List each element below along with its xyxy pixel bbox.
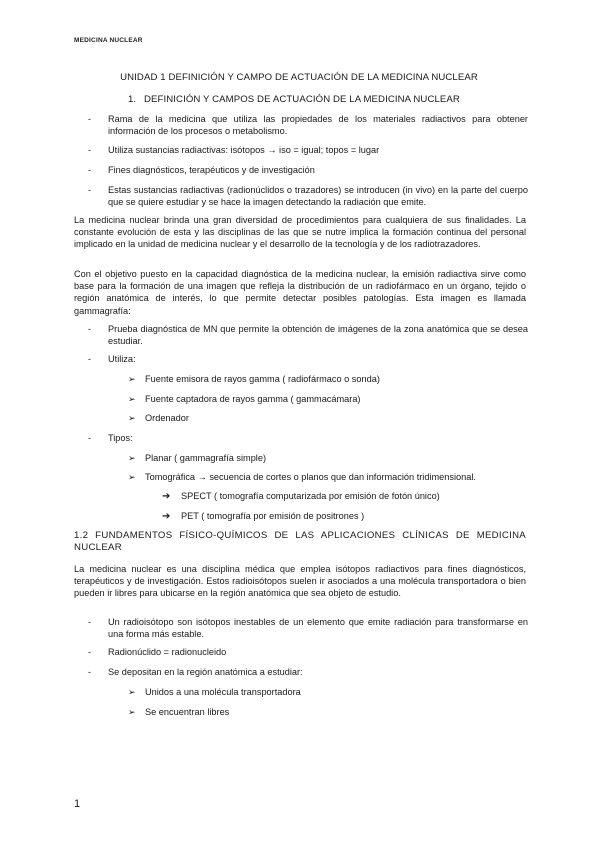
dash-bullet: - — [88, 617, 92, 627]
page-number: 1 — [74, 798, 81, 810]
paragraph: La medicina nuclear brinda una gran diversidad de procedimientos para cualquiera de sus finalidades. La constante evolución de esta y las disciplinas de las que se nutre implica la formación continua del personal implicado en la unidad de medicina nuclear y el desarrollo de la tecnología y de los radiotrazadores. — [74, 215, 526, 250]
list-item — [88, 113, 528, 137]
sub-list-item — [128, 471, 476, 483]
sub-list-item-text: Ordenador — [145, 413, 189, 423]
dash-bullet: - — [88, 433, 92, 443]
running-header: MEDICINA NUCLEAR — [74, 37, 143, 44]
section-2-title: 1.2 FUNDAMENTOS FÍSICO-QUÍMICOS DE LAS APLICACIONES CLÍNICAS DE MEDICINA NUCLEAR — [74, 530, 526, 554]
section-1-number: 1. — [128, 94, 137, 105]
sub-list-item-text: Fuente captadora de rayos gamma ( gammacámara) — [145, 394, 361, 404]
right-arrow-icon: ➔ — [162, 491, 171, 502]
list-item-text: Se depositan en la región anatómica a estudiar: — [108, 667, 303, 677]
list-item — [88, 666, 528, 678]
list-item — [88, 184, 528, 208]
sub-list-item — [128, 373, 380, 385]
sub-sub-list-item — [162, 490, 440, 503]
list-item-text: Fines diagnósticos, terapéuticos y de investigación — [108, 165, 315, 175]
list-item — [88, 144, 528, 156]
arrow-bullet-icon: ➢ — [128, 707, 136, 717]
list-item — [88, 323, 528, 347]
dash-bullet: - — [88, 667, 92, 677]
sub-list-item-text: Tomográfica → secuencia de cortes o planos que dan información tridimensional. — [145, 472, 476, 482]
arrow-bullet-icon: ➢ — [128, 413, 136, 423]
sub-list-item-text: Se encuentran libres — [145, 707, 230, 717]
sub-list-item — [128, 452, 266, 464]
list-item-text: Radionúclido = radionucleido — [108, 647, 227, 657]
dash-bullet: - — [88, 145, 92, 155]
section-1-title — [128, 94, 528, 105]
sub-list-item — [128, 412, 189, 424]
sub-list-item-text: Fuente emisora de rayos gamma ( radiofármaco o sonda) — [145, 374, 380, 384]
right-arrow-icon: ➔ — [162, 511, 171, 522]
list-item — [88, 164, 528, 176]
list-item — [88, 432, 528, 444]
section-1-title-text: DEFINICIÓN Y CAMPOS DE ACTUACIÓN DE LA MEDICINA NUCLEAR — [144, 94, 460, 105]
sub-list-item — [128, 706, 229, 718]
list-item-text: Prueba diagnóstica de MN que permite la obtención de imágenes de la zona anatómica que se desea estudiar. — [108, 324, 528, 347]
sub-list-item — [128, 686, 301, 698]
sub-sub-list-item-text: SPECT ( tomografía computarizada por emisión de fotón único) — [181, 491, 440, 501]
paragraph: La medicina nuclear es una disciplina médica que emplea isótopos radiactivos para fines diagnósticos, terapéuticos y de investigación. Estos radioisótopos suelen ir asociados a una molécula transportadora o bien pueden ir libres para ubicarse en la región anatómica que sea objeto de estudio. — [74, 564, 526, 599]
unit-title: UNIDAD 1 DEFINICIÓN Y CAMPO DE ACTUACIÓN DE LA MEDICINA NUCLEAR — [120, 72, 478, 83]
list-item-text: Estas sustancias radiactivas (radionúclidos o trazadores) se introducen (in vivo) en la parte del cuerpo que se quiere estudiar y se hace la imagen detectando la radiación que emite. — [108, 185, 528, 208]
dash-bullet: - — [88, 324, 92, 334]
dash-bullet: - — [88, 647, 92, 657]
sub-list-item-text: Planar ( gammagrafía simple) — [145, 453, 267, 463]
list-item-text: Rama de la medicina que utiliza las propiedades de los materiales radiactivos para obtener información de los procesos o metabolismo. — [108, 114, 528, 137]
sub-list-item-text: Unidos a una molécula transportadora — [145, 687, 301, 697]
list-item — [88, 646, 528, 658]
paragraph: Con el objetivo puesto en la capacidad diagnóstica de la medicina nuclear, la emisión radiactiva sirve como base para la formación de una imagen que refleja la distribución de un radiofármaco en un órgano, tejido o región anatómica de interés, lo que permite detectar posibles patologías. Esta imagen es llamada gammagrafía: — [74, 269, 526, 316]
sub-sub-list-item-text: PET ( tomografía por emisión de positrones ) — [181, 511, 365, 521]
sub-list-item — [128, 393, 361, 405]
dash-bullet: - — [88, 354, 92, 364]
sub-sub-list-item — [162, 510, 364, 523]
list-item-text: Utiliza: — [108, 354, 136, 364]
dash-bullet: - — [88, 114, 92, 124]
arrow-bullet-icon: ➢ — [128, 453, 136, 463]
list-item-text: Un radioisótopo son isótopos inestables de un elemento que emite radiación para transformarse en una forma más estable. — [108, 617, 528, 640]
arrow-bullet-icon: ➢ — [128, 374, 136, 384]
list-item — [88, 353, 528, 365]
arrow-bullet-icon: ➢ — [128, 472, 136, 482]
list-item-text: Tipos: — [108, 433, 133, 443]
list-item-text: Utiliza sustancias radiactivas: isótopos → iso = igual; topos = lugar — [108, 145, 380, 155]
arrow-bullet-icon: ➢ — [128, 394, 136, 404]
list-item — [88, 616, 528, 640]
dash-bullet: - — [88, 185, 92, 195]
dash-bullet: - — [88, 165, 92, 175]
arrow-bullet-icon: ➢ — [128, 687, 136, 697]
